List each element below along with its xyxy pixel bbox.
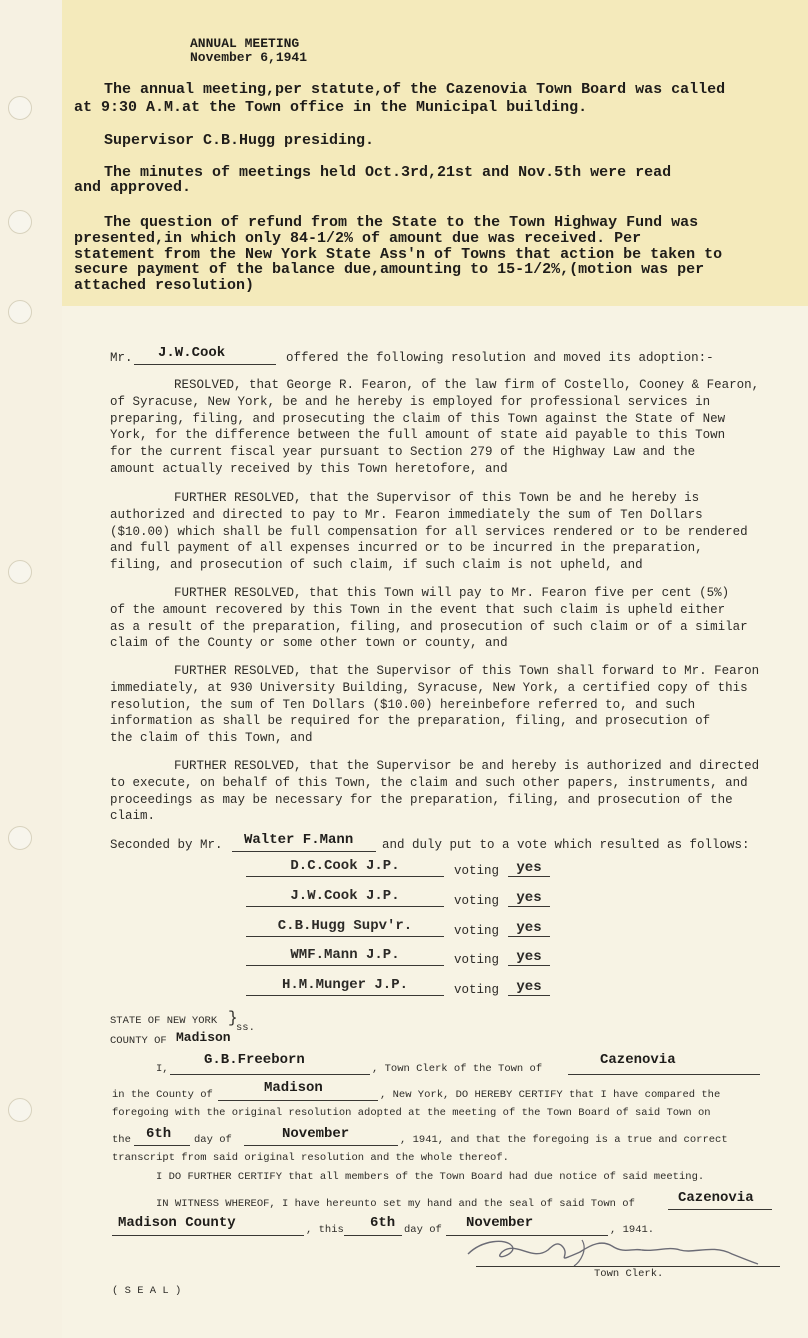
month-value: November: [282, 1126, 350, 1142]
vote-value: yes: [508, 860, 550, 877]
voter-name: D.C.Cook J.P.: [246, 858, 444, 877]
resolution-line: York, for the difference between the full amount of state aid payable to this Town: [110, 428, 726, 443]
seconder-name: Walter F.Mann: [244, 832, 354, 848]
county-line-prefix: in the County of: [112, 1089, 213, 1101]
resolution-line: of Syracuse, New York, be and he hereby is employed for professional services in: [110, 394, 711, 409]
clerk-name: G.B.Freeborn: [204, 1052, 305, 1068]
resolution-line: FURTHER RESOLVED, that the Supervisor of this Town be and he hereby is: [174, 491, 700, 505]
vote-value: yes: [508, 920, 550, 937]
town-name: Cazenovia: [600, 1052, 676, 1068]
minutes-paragraph-line: statement from the New York State Ass'n of Towns that action be taken to: [74, 246, 723, 263]
voter-name: H.M.Munger J.P.: [246, 977, 444, 996]
punch-hole: [8, 96, 32, 120]
witness-text: IN WITNESS WHEREOF, I have hereunto set my hand and the seal of said Town of: [156, 1198, 635, 1210]
witness-town: Cazenovia: [678, 1190, 754, 1206]
foregoing-line: foregoing with the original resolution adopted at the meeting of the Town Board of said Town on: [112, 1107, 711, 1119]
voting-label: voting: [454, 894, 500, 908]
state-label: STATE OF NEW YORK: [110, 1015, 218, 1027]
resolution-line: claim of the County or some other town or county, and: [110, 636, 508, 651]
punch-hole: [8, 300, 32, 324]
vote-row: [246, 888, 556, 914]
punch-hole: [8, 826, 32, 850]
resolution-line: for the current fiscal year pursuant to Section 279 of the Highway Law and the: [110, 445, 696, 460]
resolution-line: filing, and prosecution of such claim, if such claim is not upheld, and: [110, 558, 643, 573]
vote-row: [246, 947, 556, 973]
resolution-line: amount actually received by this Town heretofore, and: [110, 462, 508, 476]
witness-month: November: [466, 1215, 534, 1231]
day-underline: [134, 1145, 190, 1146]
mover-suffix: offered the following resolution and moved its adoption:-: [286, 351, 714, 365]
resolution-line: and full payment of all expenses incurred or to be incurred in the preparation,: [110, 541, 703, 556]
seconded-prefix: Seconded by Mr.: [110, 838, 223, 852]
ss-label: ss.: [236, 1022, 255, 1034]
signature-line: [476, 1266, 780, 1267]
further-certify-line: I DO FURTHER CERTIFY that all members of the Town Board had due notice of said meeting.: [156, 1171, 705, 1183]
resolution-line: ($10.00) which shall be full compensation for all services rendered or to be rendered: [110, 524, 748, 539]
resolution-line: proceedings as may be necessary for the preparation, filing, and prosecution of the: [110, 792, 733, 807]
day-value: 6th: [146, 1126, 172, 1142]
resolution-line: immediately, at 930 University Building, Syracuse, New York, a certified copy of this: [110, 680, 748, 695]
binder-margin: [0, 0, 62, 1338]
resolution-line: of the amount recovered by this Town in the event that such claim is upheld either: [110, 602, 726, 617]
vote-value: yes: [508, 890, 550, 907]
seal-label: ( S E A L ): [112, 1285, 182, 1297]
minutes-paragraph-line: The annual meeting,per statute,of the Cazenovia Town Board was called: [104, 81, 726, 98]
voting-label: voting: [454, 924, 500, 938]
voter-name: J.W.Cook J.P.: [246, 888, 444, 907]
county-name: Madison: [176, 1030, 231, 1045]
resolution-line: FURTHER RESOLVED, that the Supervisor of this Town shall forward to Mr. Fearon: [174, 664, 760, 678]
witness-day-underline: [344, 1235, 402, 1236]
this-label: , this: [306, 1224, 344, 1236]
witness-day: 6th: [370, 1215, 396, 1231]
county-line-underline: [218, 1100, 378, 1101]
resolution-line: RESOLVED, that George R. Fearon, of the law firm of Costello, Cooney & Fearon,: [174, 378, 760, 392]
county-line-value: Madison: [264, 1080, 323, 1096]
voting-label: voting: [454, 983, 500, 997]
resolution-line: information as shall be required for the preparation, filing, and prosecution of: [110, 714, 711, 729]
seconder-underline: [232, 851, 376, 852]
voting-label: voting: [454, 953, 500, 967]
voter-name: WMF.Mann J.P.: [246, 947, 444, 966]
year-text: , 1941, and that the foregoing is a true and correct: [400, 1134, 728, 1146]
vote-row: [246, 977, 556, 1003]
meeting-title: ANNUAL MEETING: [190, 36, 300, 51]
resolution-line: to execute, on behalf of this Town, the claim and such other papers, instruments, and: [110, 775, 748, 790]
day-of-label: day of: [194, 1134, 232, 1146]
resolution-line: claim.: [110, 809, 156, 824]
mover-prefix: Mr.: [110, 351, 133, 365]
minutes-paragraph-line: at 9:30 A.M.at the Town office in the Municipal building.: [74, 99, 588, 116]
vote-row: [246, 858, 556, 884]
witness-county: Madison County: [118, 1215, 236, 1231]
mover-underline: [134, 364, 276, 365]
resolution-line: FURTHER RESOLVED, that the Supervisor be and hereby is authorized and directed: [174, 759, 760, 773]
meeting-date: November 6,1941: [190, 50, 308, 65]
minutes-paragraph-line: secure payment of the balance due,amounting to 15-1/2%,(motion was per: [74, 261, 705, 278]
minutes-paragraph-line: and approved.: [74, 179, 192, 196]
vote-value: yes: [508, 979, 550, 996]
resolution-line: as a result of the preparation, filing, and prosecution of such claim or of a similar: [110, 619, 748, 634]
punch-hole: [8, 1098, 32, 1122]
clerk-underline: [170, 1074, 370, 1075]
minutes-paragraph-line: attached resolution): [74, 277, 255, 294]
witness-year: , 1941.: [610, 1224, 655, 1236]
resolution-line: authorized and directed to pay to Mr. Fearon immediately the sum of Ten Dollars: [110, 507, 703, 522]
voting-label: voting: [454, 864, 500, 878]
county-prefix: COUNTY OF: [110, 1035, 167, 1047]
witness-town-underline: [668, 1209, 772, 1210]
signature-title: Town Clerk.: [594, 1268, 664, 1280]
voter-name: C.B.Hugg Supv'r.: [246, 918, 444, 937]
punch-hole: [8, 210, 32, 234]
the-label: the: [112, 1134, 131, 1146]
bracket-mark: }: [228, 1009, 238, 1027]
resolution-line: resolution, the sum of Ten Dollars ($10.00) hereinbefore referred to, and such: [110, 697, 696, 712]
resolution-line: FURTHER RESOLVED, that this Town will pay to Mr. Fearon five per cent (5%): [174, 586, 730, 600]
minutes-paragraph-line: The minutes of meetings held Oct.3rd,21st and Nov.5th were read: [104, 164, 672, 181]
minutes-paragraph-line: presented,in which only 84-1/2% of amount due was received. Per: [74, 230, 642, 247]
punch-hole: [8, 560, 32, 584]
vote-row: [246, 918, 556, 944]
i-label: I,: [156, 1063, 169, 1075]
vote-value: yes: [508, 949, 550, 966]
witness-day-of: day of: [404, 1224, 442, 1236]
resolution-line: preparing, filing, and prosecuting the claim of this Town against the State of New: [110, 411, 726, 426]
town-underline: [568, 1074, 760, 1075]
seconded-suffix: and duly put to a vote which resulted as follows:: [382, 838, 750, 852]
month-underline: [244, 1145, 398, 1146]
mover-name: J.W.Cook: [158, 345, 226, 361]
transcript-line: transcript from said original resolution and the whole thereof.: [112, 1152, 509, 1164]
resolution-line: the claim of this Town, and: [110, 731, 313, 746]
minutes-paragraph-line: The question of refund from the State to the Town Highway Fund was: [104, 214, 699, 231]
clerk-text: , Town Clerk of the Town of: [372, 1063, 543, 1075]
witness-county-underline: [112, 1235, 304, 1236]
minutes-paragraph-line: Supervisor C.B.Hugg presiding.: [104, 132, 375, 149]
county-line-suffix: , New York, DO HEREBY CERTIFY that I have compared the: [380, 1089, 721, 1101]
